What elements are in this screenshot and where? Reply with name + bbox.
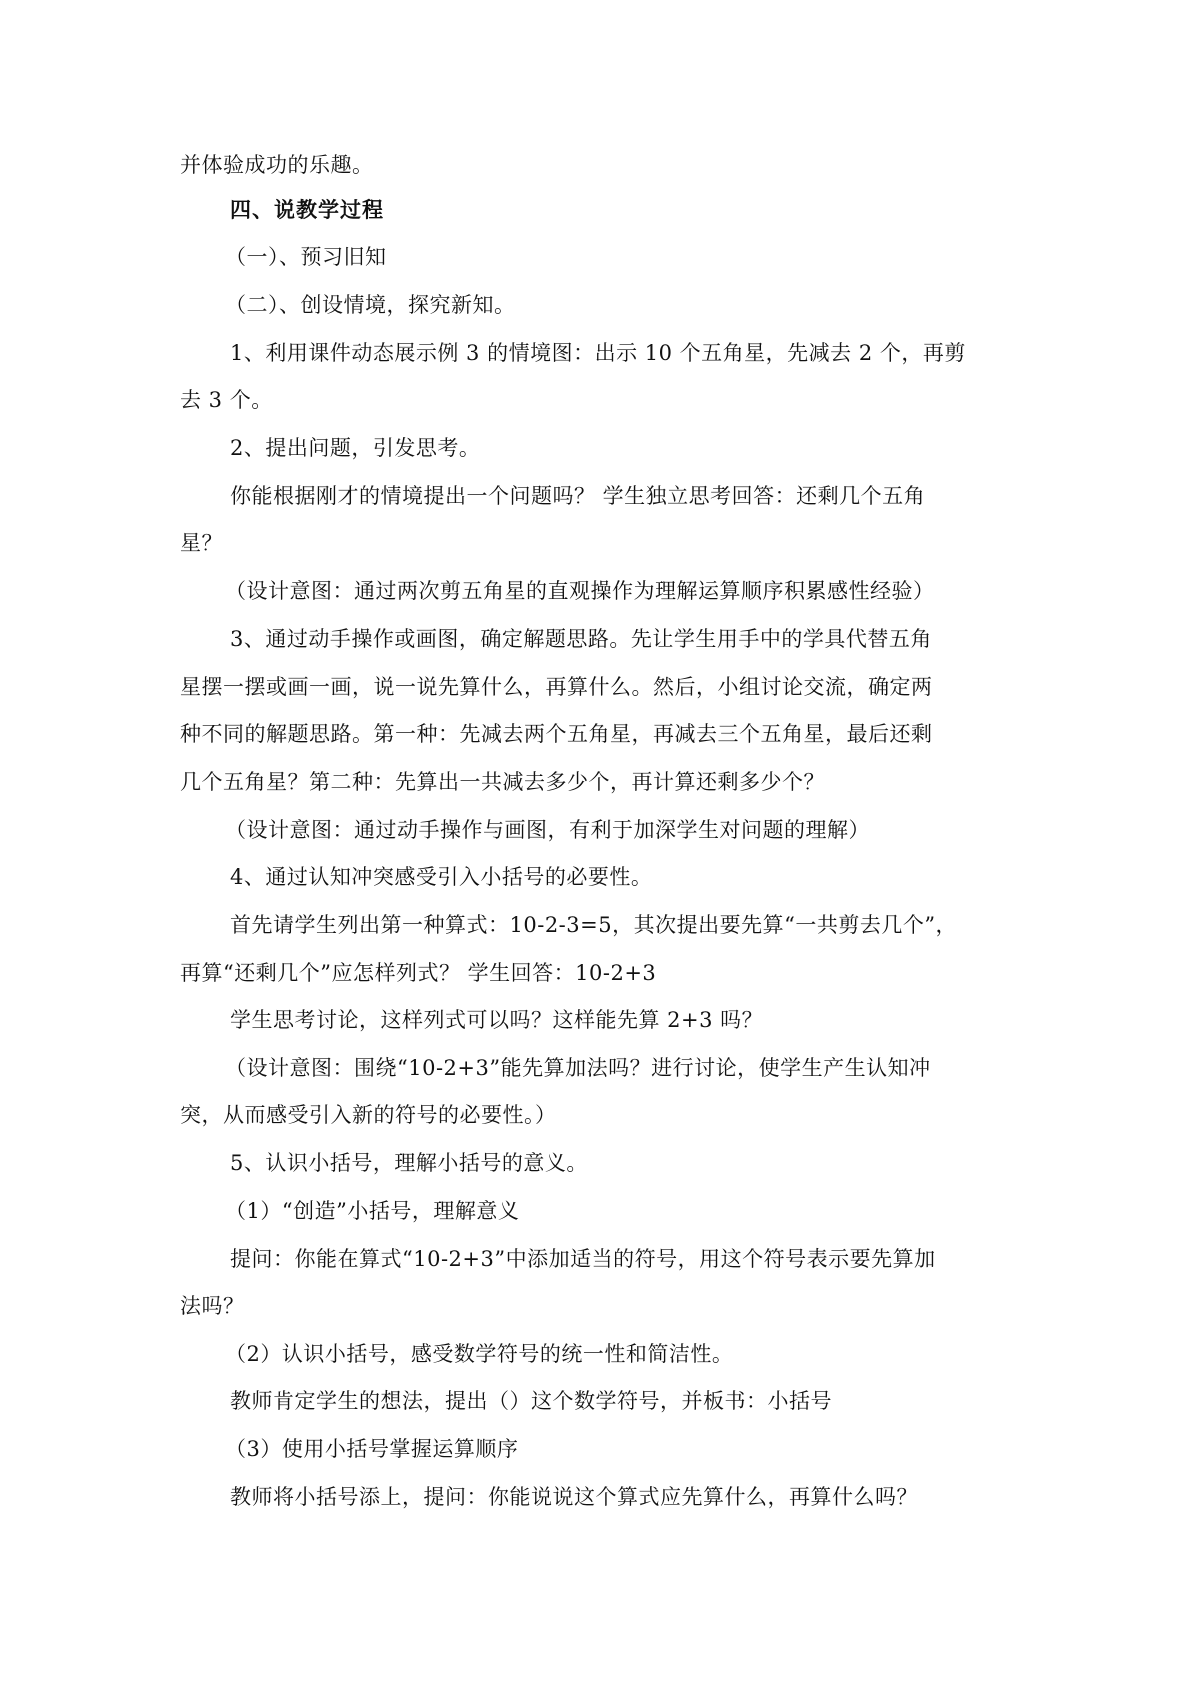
- paragraph-line: 学生思考讨论，这样列式可以吗？这样能先算 2+3 吗？: [230, 1008, 764, 1032]
- paragraph-line: 教师肯定学生的想法，提出（）这个数学符号，并板书：小括号: [230, 1389, 832, 1413]
- subsection-heading: （一）、预习旧知: [225, 245, 387, 269]
- paragraph-line: 星摆一摆或画一画，说一说先算什么，再算什么。然后，小组讨论交流，确定两: [180, 675, 933, 699]
- paragraph-line: 提问：你能在算式“10-2+3”中添加适当的符号，用这个符号表示要先算加: [230, 1247, 936, 1271]
- design-intent-note: （设计意图：通过动手操作与画图，有利于加深学生对问题的理解）: [225, 818, 870, 842]
- paragraph-line: 法吗？: [180, 1294, 245, 1318]
- paragraph-line: 你能根据刚才的情境提出一个问题吗？ 学生独立思考回答：还剩几个五角: [230, 484, 926, 508]
- paragraph-line: 突，从而感受引入新的符号的必要性。）: [180, 1103, 557, 1127]
- section-heading: 四、说教学过程: [230, 197, 384, 222]
- paragraph-line: 3、通过动手操作或画图，确定解题思路。先让学生用手中的学具代替五角: [230, 627, 932, 651]
- paragraph-line: 去 3 个。: [180, 388, 273, 412]
- paragraph-line: 教师将小括号添上，提问：你能说说这个算式应先算什么，再算什么吗？: [230, 1485, 918, 1509]
- paragraph-line: 4、通过认知冲突感受引入小括号的必要性。: [230, 865, 653, 889]
- subsection-heading: （3）使用小括号掌握运算顺序: [225, 1437, 519, 1461]
- paragraph-line: 种不同的解题思路。第一种：先减去两个五角星，再减去三个五角星，最后还剩: [180, 722, 933, 746]
- subsection-heading: （二）、创设情境，探究新知。: [225, 293, 516, 317]
- paragraph-line: 首先请学生列出第一种算式：10-2-3=5，其次提出要先算“一共剪去几个”，: [230, 913, 958, 937]
- design-intent-note: （设计意图：通过两次剪五角星的直观操作为理解运算顺序积累感性经验）: [225, 579, 935, 603]
- subsection-heading: （2）认识小括号，感受数学符号的统一性和简洁性。: [225, 1342, 734, 1366]
- paragraph-line: 几个五角星？第二种：先算出一共减去多少个，再计算还剩多少个？: [180, 770, 825, 794]
- subsection-heading: （1）“创造”小括号，理解意义: [225, 1199, 520, 1223]
- design-intent-note: （设计意图：围绕“10-2+3”能先算加法吗？进行讨论，使学生产生认知冲: [225, 1056, 931, 1080]
- paragraph-line: 2、提出问题，引发思考。: [230, 436, 481, 460]
- paragraph-line: 星？: [180, 531, 223, 555]
- paragraph-line: 5、认识小括号，理解小括号的意义。: [230, 1151, 588, 1175]
- paragraph-line: 1、利用课件动态展示例 3 的情境图：出示 10 个五角星，先减去 2 个，再剪: [230, 341, 966, 365]
- paragraph-line: 并体验成功的乐趣。: [180, 153, 374, 177]
- paragraph-line: 再算“还剩几个”应怎样列式？ 学生回答：10-2+3: [180, 961, 657, 985]
